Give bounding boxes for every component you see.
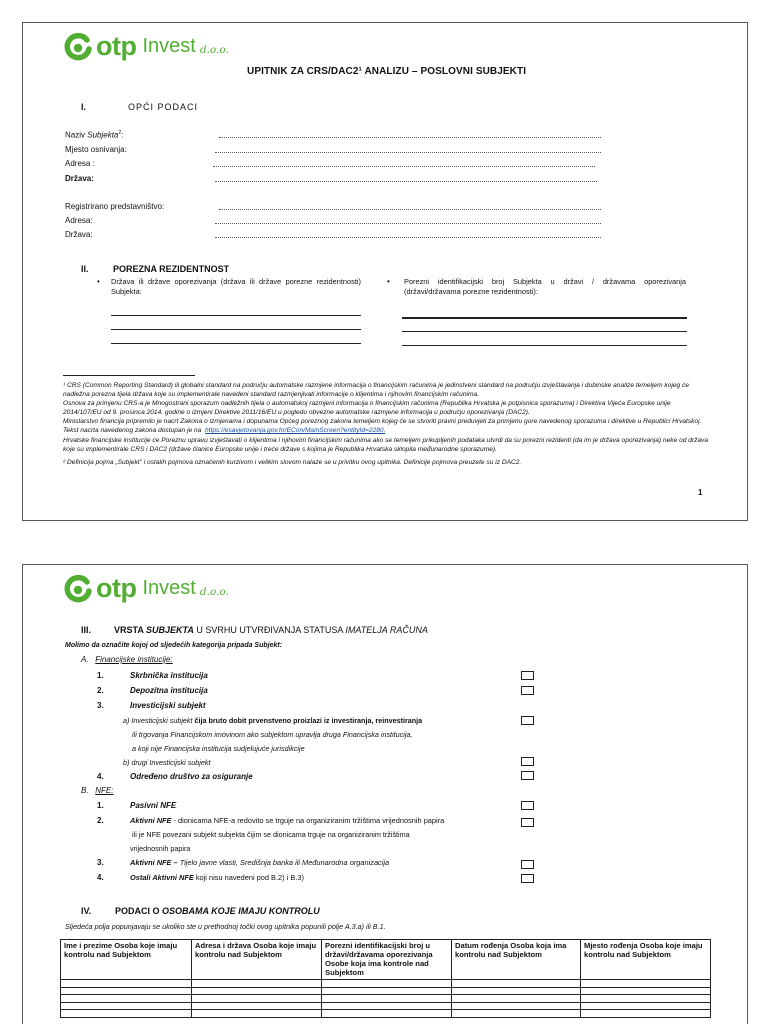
checkbox-b1[interactable] — [521, 801, 534, 810]
checkbox-b3[interactable] — [521, 860, 534, 869]
table-cell[interactable] — [322, 980, 452, 988]
logo-otp-text: otp — [96, 573, 137, 603]
logo-invest-text: Invest — [142, 577, 196, 599]
table-cell[interactable] — [192, 995, 322, 1003]
table-cell[interactable] — [322, 1002, 452, 1010]
footnote-2: ² Definicija pojma „Subjekt" i ostalih pojmova označenih kurzivom i velikim slovom nalaze se u privitku ovog upitnika. Definicije pojmova preuzete su iz DAC2. — [63, 458, 522, 466]
section-4-title: PODACI O OSOBAMA KOJE IMAJU KONTROLU — [115, 906, 320, 916]
table-cell[interactable] — [452, 1010, 581, 1018]
item-b2-number: 2. — [97, 816, 104, 825]
table-cell[interactable] — [61, 1002, 192, 1010]
item-b1-label: Pasivni NFE — [130, 801, 177, 810]
tax-id-line-3[interactable] — [402, 345, 687, 346]
table-row — [61, 987, 711, 995]
item-a4-label: Određeno društvo za osiguranje — [130, 772, 253, 781]
table-row — [61, 980, 711, 988]
section-4-intro: Sljedeća polja popunjavaju se ukoliko ste u prethodnoj točki ovog upitnika popunili polje A.3.a) ili B.1. — [65, 922, 386, 931]
logo-doo-text: d.o.o. — [199, 43, 229, 56]
item-a1-label: Skrbnička institucija — [130, 671, 208, 680]
table-header-row — [61, 940, 711, 980]
table-cell[interactable] — [192, 1002, 322, 1010]
item-a2-label: Depozitna institucija — [130, 686, 208, 695]
item-b4-number: 4. — [97, 873, 104, 882]
table-row — [61, 1002, 711, 1010]
checkbox-b4[interactable] — [521, 874, 534, 883]
field-label-registrirano-predstavnistvo: Registrirano predstavništvo: — [65, 202, 165, 211]
document-page-1 — [22, 22, 748, 521]
otp-logo-icon — [63, 32, 93, 62]
item-a3a-text-3: a koji nije Financijska institucija sudjelujuće jurisdikcije — [132, 744, 305, 753]
footnote-1-institutions: Hrvatske financijske institucije će Poreznu upravu izvještavati o klijentima i njihovim financijskim računima ako se temeljem prikupljenih podataka utvrdi da su porezni rezidenti (da im je država oporezivanja) neke od država koje su implementirale CRS i DAC2 (države članice Europske unije i treće države s kojima je Republika Hrvatska sklopila međunarodne sporazume). — [63, 436, 709, 453]
table-cell[interactable] — [61, 980, 192, 988]
logo-otp-text: otp — [96, 31, 137, 61]
table-cell[interactable] — [322, 987, 452, 995]
field-drzava-2-line[interactable] — [215, 237, 601, 238]
table-cell[interactable] — [452, 1002, 581, 1010]
item-a3-label: Investicijski subjekt — [130, 701, 206, 710]
item-b2-text-2: ili je NFE povezani subjekt subjekta čijim se dionicama trguje na organiziranim tržištima — [132, 830, 410, 839]
field-mjesto-osnivanja-line[interactable] — [215, 152, 601, 153]
field-naziv-line[interactable] — [219, 137, 601, 138]
tax-id-label: Porezni identifikacijski broj Subjekta u državi / državama oporezivanja (državi/državama porezne rezidentnosti): — [404, 277, 686, 296]
item-a3b-text: b) drugi Investicijski subjekt — [123, 758, 211, 767]
field-adresa-line[interactable] — [213, 166, 595, 167]
item-a1-number: 1. — [97, 671, 104, 680]
table-cell[interactable] — [581, 1002, 711, 1010]
table-cell[interactable] — [322, 995, 452, 1003]
table-cell[interactable] — [192, 980, 322, 988]
table-row — [61, 995, 711, 1003]
tax-country-line-1[interactable] — [111, 315, 361, 316]
section-3-intro: Molimo da označite kojoj od sljedećih kategorija pripada Subjekt: — [65, 642, 283, 649]
table-cell[interactable] — [452, 987, 581, 995]
item-a3a-text-2: ili trgovanja Financijskom imovinom ako subjektom upravlja druga Financijska institucija, — [132, 730, 413, 739]
table-cell[interactable] — [61, 1010, 192, 1018]
col-header-birth-place: Mjesto rođenja Osoba koje imaju kontrolu nad Subjektom — [581, 940, 711, 980]
table-cell[interactable] — [322, 1010, 452, 1018]
field-adresa-2-line[interactable] — [215, 223, 601, 224]
tax-country-line-2[interactable] — [111, 329, 361, 330]
page-title: UPITNIK ZA CRS/DAC2¹ ANALIZU – POSLOVNI SUBJEKTI — [247, 66, 527, 77]
field-label-mjesto-osnivanja: Mjesto osnivanja: — [65, 145, 127, 154]
tax-id-line-2[interactable] — [402, 331, 687, 332]
col-header-tax-id: Porezni identifikacijski broj u državi/državama oporezivanja Osobe koja ima kontrole nad Subjektom — [322, 940, 452, 980]
tax-id-line-1[interactable] — [402, 317, 687, 319]
tax-residency-country-label: Država ili države oporezivanja (država ili države porezne rezidentnosti) Subjekta: — [111, 277, 361, 296]
item-b4-label: Ostali Aktivni NFE koji nisu navedeni pod B.2) i B.3) — [130, 873, 304, 882]
section-4-number: IV. — [81, 906, 92, 916]
document-page-2 — [22, 564, 748, 1024]
item-b2-label: Aktivni NFE - dionicama NFE-a redovito se trguje na organiziranim tržištima vrijednosnih papira — [130, 816, 445, 825]
footnote-separator — [63, 375, 195, 376]
bullet-icon: • — [387, 277, 390, 286]
section-2-number: II. — [81, 264, 89, 274]
table-cell[interactable] — [192, 1010, 322, 1018]
footnote-1: ¹ CRS (Common Reporting Standard) ili globalni standard na području automatske razmjene informacija o financijskim računima je jedinstveni standard na području izvještavanja i dubinske analize temeljem kojeg će nadležna porezna tijela država koje su implementirale navedeni standard razmjenjivati informacije o klijentima i njihovim financijskim računima. — [63, 382, 689, 399]
otp-invest-logo — [63, 573, 229, 604]
footnote-1-basis: Osnova za primjenu CRS-a je Mnogostrani sporazum nadležnih tijela o automatskoj razmjeni informacija o financijskim računima (Republika Hrvatska je potpisnica sporazuma) i Direktiva Vijeća Europske unije 2014/107/EU od 9. prosinca 2014. godine o izmjeni Direktive 2011/16/EU u pogledu obvezne automatske razmjene informacija u području oporezivanja (DAC2). — [63, 400, 671, 417]
item-b1-number: 1. — [97, 801, 104, 810]
item-a3-number: 3. — [97, 701, 104, 710]
logo-invest-text: Invest — [142, 35, 196, 57]
category-b: B. NFE: — [81, 786, 114, 795]
footnotes — [63, 381, 709, 467]
page-number: 1 — [698, 488, 703, 497]
category-a: A. Financijske institucije: — [81, 655, 173, 664]
checkbox-a3b[interactable] — [521, 757, 534, 766]
law-draft-link[interactable]: https://esavjetovanja.gov.hr/ECon/MainScreen?entityId=2280. — [205, 427, 386, 435]
table-cell[interactable] — [581, 1010, 711, 1018]
section-1-title: OPĆI PODACI — [128, 102, 199, 112]
item-b3-label: Aktivni NFE – Tijelo javne vlasti, Središnja banka ili Međunarodna organizacija — [130, 858, 390, 867]
table-cell[interactable] — [192, 987, 322, 995]
otp-logo-icon — [63, 574, 93, 604]
checkbox-a3a[interactable] — [521, 716, 534, 725]
checkbox-a2[interactable] — [521, 686, 534, 695]
table-cell[interactable] — [452, 995, 581, 1003]
section-3-title: VRSTA SUBJEKTA U SVRHU UTVRĐIVANJA STATUSA IMATELJA RAČUNA — [114, 625, 428, 635]
bullet-icon: • — [97, 277, 100, 286]
field-label-naziv: Naziv Subjekta$^2$: — [65, 130, 124, 140]
field-drzava-line[interactable] — [215, 181, 597, 182]
table-cell[interactable] — [581, 995, 711, 1003]
section-3-number: III. — [81, 625, 92, 635]
logo-doo-text: d.o.o. — [199, 585, 229, 598]
table-cell[interactable] — [61, 987, 192, 995]
item-b3-number: 3. — [97, 858, 104, 867]
field-predstavnistvo-line[interactable] — [219, 209, 601, 210]
table-cell[interactable] — [61, 995, 192, 1003]
tax-country-line-3[interactable] — [111, 343, 361, 344]
table-cell[interactable] — [452, 980, 581, 988]
table-row — [61, 1010, 711, 1018]
footnote-1-ministry: Ministarstvo financija pripremilo je nacrt Zakona o izmjenama i dopunama Općeg poreznog zakona temeljem kojeg će se stvoriti pravni preduvjeti za primjenu gore navedenog sporazuma i direktive u Republici Hrvatskoj. Tekst nacrta navedenog zakona dostupan je na https://esavjetovanja.gov.hr/ECon/MainScreen?entityId=2280. — [63, 418, 702, 435]
field-label-adresa: Adresa : — [65, 159, 95, 168]
checkbox-a1[interactable] — [521, 671, 534, 680]
table-cell[interactable] — [581, 987, 711, 995]
item-a3a-text: a) Investicijski subjekt čija bruto dobit prvenstveno proizlazi iz investiranja, reinvestiranja — [123, 716, 423, 725]
otp-invest-logo — [63, 31, 229, 62]
item-b2-text-3: vrijednosnih papira — [130, 844, 191, 853]
section-2-title: POREZNA REZIDENTNOST — [113, 264, 230, 274]
checkbox-b2[interactable] — [521, 818, 534, 827]
col-header-name: Ime i prezime Osoba koje imaju kontrolu nad Subjektom — [61, 940, 192, 980]
field-label-drzava-2: Država: — [65, 230, 93, 239]
col-header-birth-date: Datum rođenja Osoba koja ima kontrolu nad Subjektom — [452, 940, 581, 980]
item-a2-number: 2. — [97, 686, 104, 695]
section-1-number: I. — [81, 102, 87, 112]
col-header-address: Adresa i država Osoba koje imaju kontrolu nad Subjektom — [192, 940, 322, 980]
controlling-persons-table — [60, 939, 711, 1018]
checkbox-a4[interactable] — [521, 771, 534, 780]
item-a4-number: 4. — [97, 772, 104, 781]
table-cell[interactable] — [581, 980, 711, 988]
field-label-drzava: Država: — [65, 174, 94, 183]
field-label-adresa-2: Adresa: — [65, 216, 93, 225]
